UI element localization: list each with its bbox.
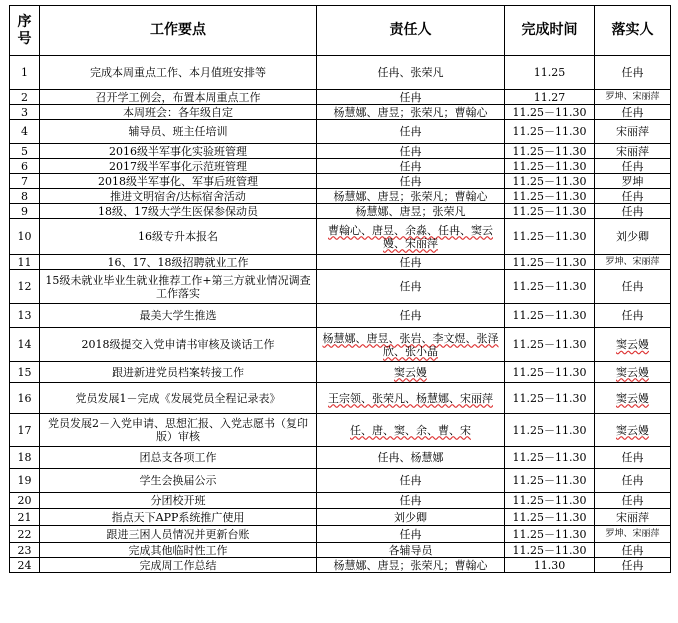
row-executor-cell-text: 任冉 — [621, 105, 644, 119]
row-owner-cell — [317, 383, 505, 414]
row-time-cell — [505, 189, 595, 204]
row-owner-cell — [317, 219, 505, 255]
row-time-cell — [505, 558, 595, 573]
row-task-cell — [40, 255, 317, 270]
row-time-cell-text: 11.25－11.30 — [512, 255, 587, 269]
row-task-cell — [40, 270, 317, 304]
row-task-cell-text: 指点天下APP系统推广使用 — [111, 510, 245, 524]
row-owner-cell — [317, 526, 505, 543]
table-row — [10, 558, 671, 573]
row-task-cell-text: 2017级半军事化示范班管理 — [109, 159, 247, 173]
row-task-cell — [40, 383, 317, 414]
row-task-cell-text: 党员发展2－入党申请、思想汇报、入党志愿书（复印版）审核 — [48, 417, 308, 443]
row-executor-cell — [595, 447, 671, 469]
row-owner-cell-text: 任冉 — [399, 280, 422, 293]
row-time-cell-text: 11.25 — [533, 66, 566, 79]
row-task-cell-text: 16级专升本报名 — [138, 230, 218, 243]
row-index-cell-text: 3 — [21, 105, 28, 119]
row-time-cell-text: 11.25－11.30 — [512, 474, 587, 487]
row-task-cell — [40, 447, 317, 469]
row-index-cell — [10, 328, 40, 362]
row-owner-cell-text: 任冉 — [399, 527, 422, 541]
row-owner-cell-text: 任冉、张荣凡 — [377, 66, 444, 79]
row-time-cell — [505, 270, 595, 304]
row-index-cell-text: 4 — [21, 125, 28, 138]
row-task-cell-text: 辅导员、班主任培训 — [128, 125, 228, 138]
row-executor-cell — [595, 189, 671, 204]
row-index-cell-text: 14 — [17, 338, 32, 351]
row-owner-cell-text: 杨慧娜、唐昱；张荣凡；曹翰心 — [333, 189, 488, 203]
row-executor-cell-text: 窦云嫚 — [616, 423, 649, 437]
row-executor-cell — [595, 558, 671, 573]
row-index-cell-text: 9 — [21, 204, 28, 218]
row-task-cell — [40, 328, 317, 362]
row-index-cell-text: 6 — [21, 159, 28, 173]
row-executor-cell-text: 宋丽萍 — [616, 144, 649, 158]
row-owner-cell-text: 各辅导员 — [388, 543, 433, 557]
table-row — [10, 189, 671, 204]
row-time-cell — [505, 526, 595, 543]
row-time-cell — [505, 543, 595, 558]
row-executor-cell-text: 任冉 — [621, 189, 644, 203]
row-owner-cell — [317, 189, 505, 204]
row-task-cell-text: 推进文明宿舍/达标宿舍活动 — [110, 189, 246, 203]
row-task-cell-text: 团总支各项工作 — [139, 451, 217, 464]
row-task-cell — [40, 219, 317, 255]
row-time-cell — [505, 362, 595, 383]
row-index-cell — [10, 469, 40, 493]
table-row — [10, 493, 671, 509]
row-time-cell-text: 11.25－11.30 — [512, 527, 587, 541]
row-owner-cell — [317, 120, 505, 144]
row-task-cell — [40, 558, 317, 573]
row-index-cell — [10, 204, 40, 219]
row-index-cell — [10, 270, 40, 304]
table-row — [10, 120, 671, 144]
row-time-cell — [505, 174, 595, 189]
row-index-cell-text: 1 — [21, 66, 28, 79]
row-owner-cell-text: 杨慧娜、唐昱；张荣凡；曹翰心 — [333, 105, 488, 119]
row-executor-cell — [595, 509, 671, 526]
table-row — [10, 543, 671, 558]
table-row — [10, 328, 671, 362]
row-task-cell — [40, 526, 317, 543]
row-time-cell-text: 11.30 — [533, 558, 566, 572]
row-task-cell-text: 学生会换届公示 — [139, 474, 217, 487]
row-owner-cell-text: 任冉 — [399, 309, 422, 322]
row-time-cell-text: 11.25－11.30 — [512, 189, 587, 203]
row-executor-cell-text: 罗坤、宋丽萍 — [605, 528, 660, 539]
row-task-cell — [40, 90, 317, 105]
row-task-cell-text: 2018级提交入党申请书审核及谈话工作 — [81, 338, 275, 351]
row-executor-cell — [595, 362, 671, 383]
row-executor-cell-text: 任冉 — [621, 159, 644, 173]
row-executor-cell — [595, 56, 671, 90]
row-index-cell-text: 15 — [17, 365, 32, 379]
row-index-cell — [10, 558, 40, 573]
row-task-cell — [40, 159, 317, 174]
row-owner-cell — [317, 255, 505, 270]
row-time-cell — [505, 414, 595, 447]
row-task-cell — [40, 174, 317, 189]
row-owner-cell — [317, 105, 505, 120]
row-time-cell — [505, 105, 595, 120]
row-time-cell-text: 11.25－11.30 — [512, 144, 587, 158]
row-executor-cell — [595, 469, 671, 493]
row-owner-cell — [317, 204, 505, 219]
row-time-cell-text: 11.25－11.30 — [512, 174, 587, 188]
row-task-cell-text: 16、17、18级招聘就业工作 — [107, 255, 249, 269]
row-executor-cell — [595, 90, 671, 105]
row-task-cell — [40, 469, 317, 493]
table-row — [10, 270, 671, 304]
row-time-cell-text: 11.25－11.30 — [512, 125, 587, 138]
row-time-cell-text: 11.25－11.30 — [512, 280, 587, 293]
row-task-cell-text: 完成周工作总结 — [139, 558, 217, 572]
row-time-cell-text: 11.25－11.30 — [512, 159, 587, 173]
table-row — [10, 509, 671, 526]
row-index-cell — [10, 174, 40, 189]
row-task-cell — [40, 362, 317, 383]
row-index-cell — [10, 509, 40, 526]
row-time-cell-text: 11.25－11.30 — [512, 309, 587, 322]
row-owner-cell — [317, 493, 505, 509]
table-row — [10, 204, 671, 219]
row-executor-cell — [595, 255, 671, 270]
row-time-cell — [505, 159, 595, 174]
row-owner-cell — [317, 414, 505, 447]
row-owner-cell — [317, 558, 505, 573]
row-index-cell — [10, 255, 40, 270]
row-owner-cell-text: 任冉 — [399, 255, 422, 269]
row-owner-cell — [317, 56, 505, 90]
table-row — [10, 174, 671, 189]
row-owner-cell-text: 任冉、杨慧娜 — [377, 451, 444, 464]
row-index-cell — [10, 144, 40, 159]
row-task-cell — [40, 493, 317, 509]
table-row — [10, 469, 671, 493]
row-task-cell — [40, 105, 317, 120]
row-owner-cell — [317, 270, 505, 304]
row-executor-cell-text: 宋丽萍 — [616, 510, 649, 524]
row-executor-cell — [595, 543, 671, 558]
table-row — [10, 526, 671, 543]
row-task-cell — [40, 144, 317, 159]
row-owner-cell-text: 任冉 — [399, 494, 422, 507]
row-executor-cell-text: 任冉 — [621, 309, 644, 322]
row-task-cell — [40, 543, 317, 558]
row-owner-cell — [317, 304, 505, 328]
row-index-cell — [10, 105, 40, 120]
header-owner: 责任人 — [317, 6, 505, 56]
row-index-cell-text: 13 — [17, 309, 32, 322]
row-time-cell — [505, 255, 595, 270]
row-index-cell — [10, 189, 40, 204]
row-time-cell — [505, 120, 595, 144]
row-executor-cell-text: 任冉 — [621, 66, 644, 79]
row-executor-cell — [595, 120, 671, 144]
row-time-cell-text: 11.25－11.30 — [512, 451, 587, 464]
row-index-cell — [10, 219, 40, 255]
row-task-cell-text: 15级未就业毕业生就业推荐工作+第三方就业情况调查工作落实 — [45, 273, 311, 300]
row-executor-cell-text: 任冉 — [621, 280, 644, 293]
row-owner-cell-text: 任冉 — [399, 144, 422, 158]
row-owner-cell — [317, 362, 505, 383]
table-row — [10, 144, 671, 159]
row-task-cell — [40, 189, 317, 204]
row-index-cell-text: 16 — [17, 391, 32, 405]
row-time-cell — [505, 90, 595, 105]
row-owner-cell — [317, 174, 505, 189]
row-index-cell-text: 20 — [17, 494, 32, 507]
row-index-cell-text: 7 — [21, 174, 28, 188]
row-executor-cell — [595, 328, 671, 362]
row-task-cell-text: 完成其他临时性工作 — [128, 543, 228, 557]
row-owner-cell — [317, 328, 505, 362]
table-row — [10, 414, 671, 447]
table-row — [10, 56, 671, 90]
row-time-cell — [505, 56, 595, 90]
row-task-cell — [40, 56, 317, 90]
row-index-cell — [10, 414, 40, 447]
row-owner-cell — [317, 90, 505, 105]
row-executor-cell-text: 窦云嫚 — [616, 365, 649, 379]
header-executor: 落实人 — [595, 6, 671, 56]
row-task-cell-text: 跟进三困人员情况并更新台账 — [106, 527, 250, 541]
row-time-cell — [505, 144, 595, 159]
row-task-cell-text: 最美大学生推选 — [139, 309, 217, 322]
row-task-cell-text: 分团校开班 — [150, 494, 206, 507]
row-executor-cell — [595, 159, 671, 174]
row-executor-cell — [595, 304, 671, 328]
row-owner-cell-text: 窦云嫚 — [394, 365, 427, 379]
row-time-cell-text: 11.25－11.30 — [512, 423, 587, 437]
row-executor-cell — [595, 219, 671, 255]
work-plan-table — [9, 5, 671, 573]
header-row — [10, 6, 671, 56]
row-executor-cell — [595, 105, 671, 120]
row-task-cell-text: 召开学工例会，布置本周重点工作 — [95, 90, 261, 104]
row-owner-cell-text: 曹翰心、唐昱、余淼、任冉、窦云嫚、宋丽萍 — [328, 223, 493, 250]
row-index-cell — [10, 362, 40, 383]
header-index: 序号 — [10, 6, 40, 56]
table-row — [10, 304, 671, 328]
row-task-cell-text: 本周班会：各年级自定 — [123, 105, 233, 119]
row-executor-cell-text: 窦云嫚 — [616, 338, 649, 351]
row-time-cell-text: 11.25－11.30 — [512, 105, 587, 119]
row-index-cell-text: 8 — [21, 189, 28, 203]
row-time-cell-text: 11.25－11.30 — [512, 494, 587, 507]
row-time-cell-text: 11.27 — [533, 90, 566, 104]
row-executor-cell-text: 罗坤、宋丽萍 — [605, 256, 660, 267]
row-index-cell — [10, 493, 40, 509]
row-owner-cell-text: 杨慧娜、唐昱；张荣凡；曹翰心 — [333, 558, 488, 572]
row-index-cell-text: 11 — [17, 255, 32, 269]
row-executor-cell-text: 任冉 — [621, 204, 644, 218]
row-time-cell — [505, 328, 595, 362]
row-task-cell — [40, 414, 317, 447]
row-index-cell — [10, 526, 40, 543]
row-owner-cell-text: 任冉 — [399, 159, 422, 173]
table-row — [10, 105, 671, 120]
row-executor-cell — [595, 493, 671, 509]
row-task-cell-text: 跟进新进党员档案转接工作 — [112, 365, 244, 379]
row-task-cell-text: 18级、17级大学生医保参保动员 — [98, 204, 258, 218]
row-owner-cell — [317, 469, 505, 493]
row-index-cell — [10, 447, 40, 469]
row-index-cell-text: 17 — [17, 423, 32, 437]
row-task-cell — [40, 304, 317, 328]
row-executor-cell-text: 任冉 — [621, 494, 644, 507]
row-owner-cell — [317, 543, 505, 558]
row-executor-cell-text: 任冉 — [621, 474, 644, 487]
row-task-cell-text: 完成本周重点工作、本月值班安排等 — [90, 66, 266, 79]
row-time-cell — [505, 509, 595, 526]
row-time-cell — [505, 447, 595, 469]
row-executor-cell — [595, 414, 671, 447]
row-task-cell-text: 党员发展1－完成《发展党员全程记录表》 — [75, 391, 281, 405]
row-owner-cell-text: 杨慧娜、唐昱、张岩、李文煜、张泽欣、张小晶 — [322, 331, 499, 358]
row-time-cell-text: 11.25－11.30 — [512, 204, 587, 218]
row-index-cell — [10, 304, 40, 328]
row-time-cell-text: 11.25－11.30 — [512, 230, 587, 243]
row-executor-cell-text: 罗坤、宋丽萍 — [605, 91, 660, 102]
row-time-cell-text: 11.25－11.30 — [512, 391, 587, 405]
row-index-cell-text: 5 — [21, 144, 28, 158]
row-index-cell-text: 22 — [17, 527, 32, 541]
row-executor-cell-text: 刘少卿 — [616, 230, 649, 243]
row-owner-cell-text: 任冉 — [399, 474, 422, 487]
row-executor-cell-text: 窦云嫚 — [616, 391, 649, 405]
table-row — [10, 362, 671, 383]
row-index-cell — [10, 90, 40, 105]
row-executor-cell — [595, 383, 671, 414]
row-index-cell — [10, 56, 40, 90]
table-row — [10, 219, 671, 255]
row-executor-cell-text: 任冉 — [621, 543, 644, 557]
row-index-cell-text: 2 — [21, 90, 28, 104]
row-owner-cell-text: 刘少卿 — [394, 510, 427, 524]
row-time-cell-text: 11.25－11.30 — [512, 543, 587, 557]
table-row — [10, 159, 671, 174]
row-index-cell — [10, 543, 40, 558]
row-time-cell — [505, 204, 595, 219]
header-time: 完成时间 — [505, 6, 595, 56]
row-owner-cell — [317, 509, 505, 526]
table-row — [10, 383, 671, 414]
row-executor-cell-text: 宋丽萍 — [616, 125, 649, 138]
row-task-cell — [40, 509, 317, 526]
row-executor-cell — [595, 526, 671, 543]
row-time-cell — [505, 469, 595, 493]
row-executor-cell — [595, 270, 671, 304]
row-index-cell-text: 24 — [17, 558, 32, 572]
row-owner-cell-text: 任冉 — [399, 90, 422, 104]
row-time-cell — [505, 219, 595, 255]
row-executor-cell-text: 任冉 — [621, 558, 644, 572]
row-index-cell-text: 21 — [17, 510, 32, 524]
row-owner-cell — [317, 159, 505, 174]
row-owner-cell-text: 杨慧娜、唐昱；张荣凡 — [355, 204, 466, 218]
table-row — [10, 90, 671, 105]
row-task-cell-text: 2016级半军事化实验班管理 — [109, 144, 247, 158]
row-owner-cell-text: 任冉 — [399, 174, 422, 188]
row-index-cell — [10, 120, 40, 144]
row-index-cell — [10, 383, 40, 414]
table-row — [10, 447, 671, 469]
row-owner-cell — [317, 447, 505, 469]
row-time-cell — [505, 304, 595, 328]
row-task-cell — [40, 120, 317, 144]
row-executor-cell-text: 任冉 — [621, 451, 644, 464]
row-index-cell — [10, 159, 40, 174]
row-time-cell-text: 11.25－11.30 — [512, 365, 587, 379]
row-executor-cell — [595, 174, 671, 189]
row-index-cell-text: 19 — [17, 474, 32, 487]
row-owner-cell-text: 任冉 — [399, 125, 422, 138]
header-task: 工作要点 — [40, 6, 317, 56]
row-executor-cell — [595, 204, 671, 219]
row-owner-cell — [317, 144, 505, 159]
row-time-cell — [505, 383, 595, 414]
row-index-cell-text: 18 — [17, 451, 32, 464]
row-index-cell-text: 12 — [17, 280, 32, 293]
row-index-cell-text: 10 — [17, 230, 32, 243]
row-index-cell-text: 23 — [17, 543, 32, 557]
row-task-cell — [40, 204, 317, 219]
row-task-cell-text: 2018级半军事化、军事后班管理 — [98, 174, 258, 188]
row-time-cell-text: 11.25－11.30 — [512, 510, 587, 524]
row-owner-cell-text: 任、唐、窦、余、曹、宋 — [350, 423, 471, 437]
row-time-cell-text: 11.25－11.30 — [512, 338, 587, 351]
table-row — [10, 255, 671, 270]
row-executor-cell — [595, 144, 671, 159]
row-owner-cell-text: 王宗领、张荣凡、杨慧娜、宋丽萍 — [328, 391, 493, 405]
row-time-cell — [505, 493, 595, 509]
row-executor-cell-text: 罗坤 — [621, 174, 644, 188]
